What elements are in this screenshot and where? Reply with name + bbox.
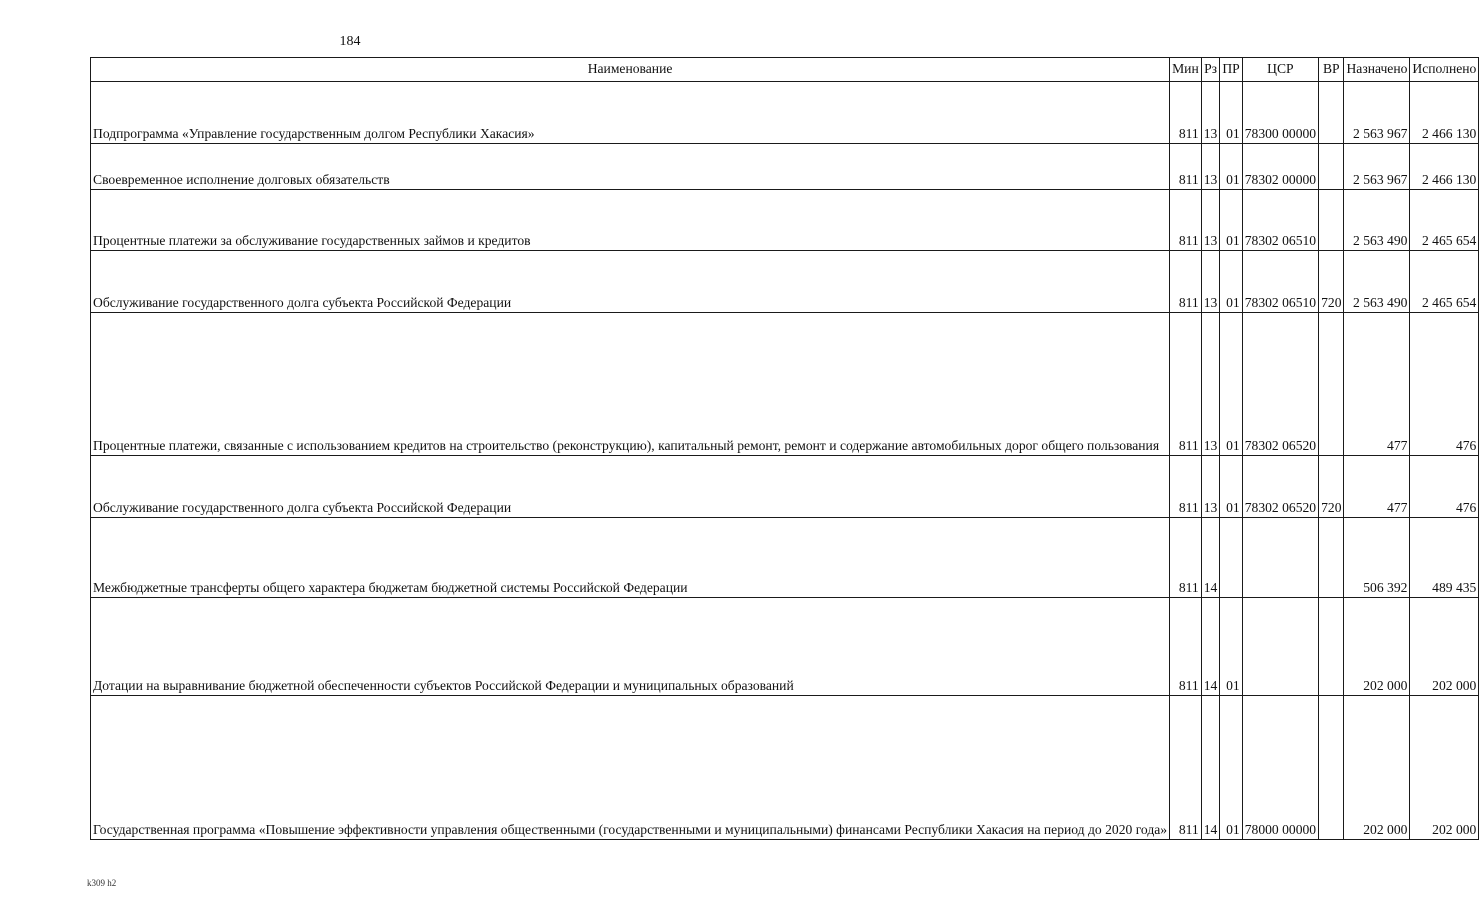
row-executed: 476 (1410, 456, 1479, 518)
row-name: Своевременное исполнение долговых обязательств (91, 144, 1170, 190)
row-csr (1242, 598, 1318, 696)
row-vr: 720 (1319, 251, 1344, 313)
row-min: 811 (1170, 190, 1202, 251)
row-name: Дотации на выравнивание бюджетной обеспеченности субъектов Российской Федерации и муниципальных образований (91, 598, 1170, 696)
table-row (91, 598, 1479, 696)
row-assigned: 477 (1344, 313, 1410, 456)
row-csr: 78300 00000 (1242, 82, 1318, 144)
row-name: Государственная программа «Повышение эффективности управления общественными (государственными и муниципальными) финансами Республики Хакасия на период до 2020 года» (91, 696, 1170, 840)
row-vr (1319, 696, 1344, 840)
header-rz: Рз (1201, 58, 1220, 82)
row-vr (1319, 518, 1344, 598)
table-row (91, 313, 1479, 456)
row-pr: 01 (1220, 456, 1242, 518)
row-csr: 78302 06520 (1242, 313, 1318, 456)
row-min: 811 (1170, 144, 1202, 190)
row-rz: 14 (1201, 598, 1220, 696)
header-assigned: Назначено (1344, 58, 1410, 82)
header-csr: ЦСР (1242, 58, 1318, 82)
row-rz: 13 (1201, 456, 1220, 518)
header-min: Мин (1170, 58, 1202, 82)
row-csr (1242, 518, 1318, 598)
row-name: Процентные платежи за обслуживание государственных займов и кредитов (91, 190, 1170, 251)
row-rz: 13 (1201, 190, 1220, 251)
row-executed: 2 466 130 (1410, 82, 1479, 144)
page-number: 184 (339, 34, 361, 49)
row-pr: 01 (1220, 313, 1242, 456)
row-assigned: 202 000 (1344, 598, 1410, 696)
row-csr: 78302 06510 (1242, 190, 1318, 251)
table-row (91, 518, 1479, 598)
row-executed: 202 000 (1410, 598, 1479, 696)
footer-code: k309 h2 (87, 878, 117, 888)
table-row (91, 190, 1479, 251)
row-min: 811 (1170, 313, 1202, 456)
row-csr: 78000 00000 (1242, 696, 1318, 840)
header-executed: Исполнено (1410, 58, 1479, 82)
row-csr: 78302 06510 (1242, 251, 1318, 313)
header-name: Наименование (91, 58, 1170, 82)
row-csr: 78302 00000 (1242, 144, 1318, 190)
row-assigned: 2 563 490 (1344, 251, 1410, 313)
table-row (91, 696, 1479, 840)
row-csr: 78302 06520 (1242, 456, 1318, 518)
row-assigned: 2 563 967 (1344, 82, 1410, 144)
row-rz: 14 (1201, 696, 1220, 840)
row-pr: 01 (1220, 144, 1242, 190)
header-pr: ПР (1220, 58, 1242, 82)
row-name: Обслуживание государственного долга субъекта Российской Федерации (91, 456, 1170, 518)
row-assigned: 506 392 (1344, 518, 1410, 598)
row-assigned: 2 563 490 (1344, 190, 1410, 251)
header-vr: ВР (1319, 58, 1344, 82)
row-pr (1220, 518, 1242, 598)
row-executed: 476 (1410, 313, 1479, 456)
row-pr: 01 (1220, 696, 1242, 840)
row-assigned: 477 (1344, 456, 1410, 518)
row-pr: 01 (1220, 598, 1242, 696)
row-rz: 13 (1201, 313, 1220, 456)
row-vr (1319, 144, 1344, 190)
table-row (91, 251, 1479, 313)
row-min: 811 (1170, 598, 1202, 696)
table-row (91, 82, 1479, 144)
row-executed: 2 466 130 (1410, 144, 1479, 190)
row-vr (1319, 313, 1344, 456)
row-vr (1319, 598, 1344, 696)
row-pr: 01 (1220, 82, 1242, 144)
row-min: 811 (1170, 518, 1202, 598)
row-rz: 13 (1201, 144, 1220, 190)
budget-table (90, 57, 1479, 840)
row-vr: 720 (1319, 456, 1344, 518)
table-row (91, 144, 1479, 190)
row-rz: 14 (1201, 518, 1220, 598)
row-pr: 01 (1220, 251, 1242, 313)
row-assigned: 202 000 (1344, 696, 1410, 840)
header-row (91, 58, 1479, 82)
row-executed: 489 435 (1410, 518, 1479, 598)
row-executed: 202 000 (1410, 696, 1479, 840)
row-executed: 2 465 654 (1410, 190, 1479, 251)
row-name: Обслуживание государственного долга субъекта Российской Федерации (91, 251, 1170, 313)
row-min: 811 (1170, 456, 1202, 518)
row-name: Процентные платежи, связанные с использованием кредитов на строительство (реконструкцию), капитальный ремонт, ремонт и содержание автомобильных дорог общего пользования (91, 313, 1170, 456)
row-vr (1319, 190, 1344, 251)
row-pr: 01 (1220, 190, 1242, 251)
row-name: Межбюджетные трансферты общего характера бюджетам бюджетной системы Российской Федерации (91, 518, 1170, 598)
table-row (91, 456, 1479, 518)
row-min: 811 (1170, 251, 1202, 313)
row-rz: 13 (1201, 251, 1220, 313)
row-name: Подпрограмма «Управление государственным долгом Республики Хакасия» (91, 82, 1170, 144)
row-assigned: 2 563 967 (1344, 144, 1410, 190)
row-rz: 13 (1201, 82, 1220, 144)
row-min: 811 (1170, 696, 1202, 840)
row-vr (1319, 82, 1344, 144)
row-min: 811 (1170, 82, 1202, 144)
row-executed: 2 465 654 (1410, 251, 1479, 313)
